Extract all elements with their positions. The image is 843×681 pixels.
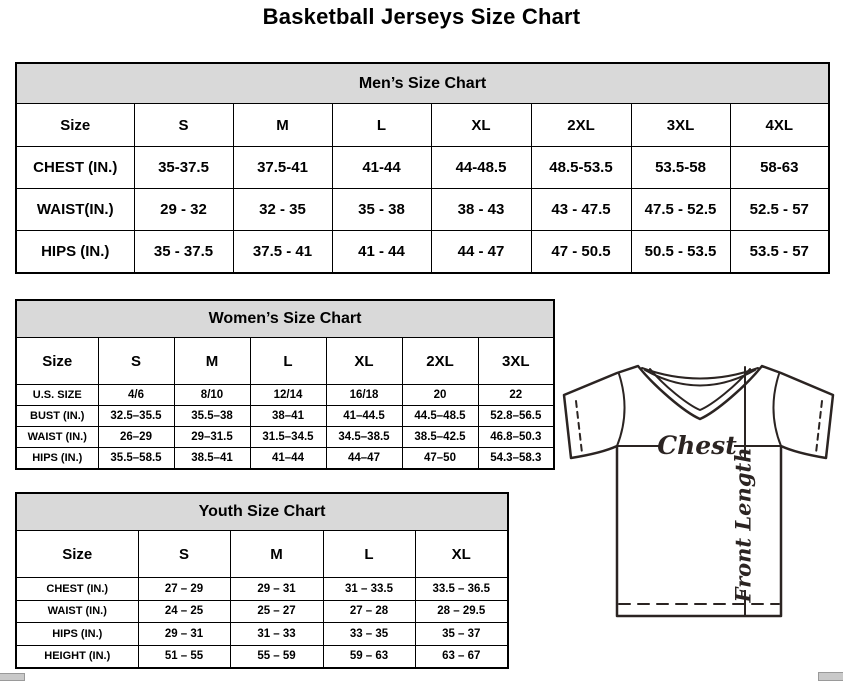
- table-cell: 33 – 35: [323, 623, 415, 646]
- table-cell: 37.5 - 41: [233, 231, 332, 274]
- womens-header-row: [16, 338, 554, 385]
- table-cell: 32.5–35.5: [98, 406, 174, 427]
- table-cell: 27 – 28: [323, 600, 415, 623]
- table-cell: 4/6: [98, 385, 174, 406]
- column-header-size: Size: [16, 104, 134, 147]
- table-cell: 12/14: [250, 385, 326, 406]
- column-header-l: L: [332, 104, 431, 147]
- table-cell: 37.5-41: [233, 147, 332, 189]
- table-cell: 47–50: [402, 448, 478, 470]
- table-cell: 63 – 67: [415, 645, 508, 668]
- column-header-l: L: [250, 338, 326, 385]
- table-cell: 28 – 29.5: [415, 600, 508, 623]
- table-cell: 44.5–48.5: [402, 406, 478, 427]
- table-cell: 41 - 44: [332, 231, 431, 274]
- table-cell: 35-37.5: [134, 147, 233, 189]
- column-header-3xl: 3XL: [478, 338, 554, 385]
- table-cell: 41-44: [332, 147, 431, 189]
- table-cell: 22: [478, 385, 554, 406]
- womens-table-title: Women’s Size Chart: [16, 300, 554, 338]
- column-header-xl: XL: [431, 104, 531, 147]
- table-cell: 24 – 25: [138, 600, 230, 623]
- column-header-m: M: [233, 104, 332, 147]
- table-cell: 47 - 50.5: [531, 231, 631, 274]
- table-cell: 59 – 63: [323, 645, 415, 668]
- chest-label: Chest: [657, 431, 737, 460]
- womens-size-chart-table: [15, 299, 555, 470]
- mens-hips-row: [16, 231, 829, 274]
- table-cell: 51 – 55: [138, 645, 230, 668]
- table-cell: 41–44.5: [326, 406, 402, 427]
- table-cell: 44–47: [326, 448, 402, 470]
- row-label: WAIST (IN.): [16, 427, 98, 448]
- sleeve-cuff-dashed-line-left: [576, 401, 582, 453]
- column-header-m: M: [230, 531, 323, 578]
- column-header-xl: XL: [326, 338, 402, 385]
- jersey-armhole-seam-right: [773, 374, 781, 446]
- row-label: HIPS (IN.): [16, 623, 138, 646]
- table-cell: 8/10: [174, 385, 250, 406]
- table-cell: 29 – 31: [230, 578, 323, 601]
- table-title-row: [16, 300, 554, 338]
- row-label: HEIGHT (IN.): [16, 645, 138, 668]
- column-header-xl: XL: [415, 531, 508, 578]
- column-header-s: S: [134, 104, 233, 147]
- column-header-2xl: 2XL: [402, 338, 478, 385]
- table-cell: 47.5 - 52.5: [631, 189, 730, 231]
- table-cell: 53.5 - 57: [730, 231, 829, 274]
- womens-bust-row: [16, 406, 554, 427]
- table-cell: 35 - 37.5: [134, 231, 233, 274]
- column-header-size: Size: [16, 338, 98, 385]
- table-cell: 38.5–42.5: [402, 427, 478, 448]
- youth-table-title: Youth Size Chart: [16, 493, 508, 531]
- table-cell: 55 – 59: [230, 645, 323, 668]
- column-header-4xl: 4XL: [730, 104, 829, 147]
- mens-header-row: [16, 104, 829, 147]
- table-cell: 35.5–58.5: [98, 448, 174, 470]
- table-cell: 54.3–58.3: [478, 448, 554, 470]
- column-header-m: M: [174, 338, 250, 385]
- table-cell: 31.5–34.5: [250, 427, 326, 448]
- column-header-s: S: [138, 531, 230, 578]
- row-label: U.S. SIZE: [16, 385, 98, 406]
- horizontal-scrollbar-thumb-right[interactable]: [818, 672, 843, 681]
- table-cell: 44-48.5: [431, 147, 531, 189]
- mens-waist-row: [16, 189, 829, 231]
- table-cell: 31 – 33.5: [323, 578, 415, 601]
- sleeve-cuff-dashed-line-right: [816, 401, 822, 453]
- womens-us-size-row: [16, 385, 554, 406]
- row-label: CHEST (IN.): [16, 578, 138, 601]
- table-cell: 46.8–50.3: [478, 427, 554, 448]
- table-cell: 41–44: [250, 448, 326, 470]
- table-cell: 20: [402, 385, 478, 406]
- column-header-s: S: [98, 338, 174, 385]
- table-cell: 53.5-58: [631, 147, 730, 189]
- youth-waist-row: [16, 600, 508, 623]
- mens-table-title: Men’s Size Chart: [16, 63, 829, 104]
- front-length-label: Front Length: [730, 447, 756, 603]
- youth-hips-row: [16, 623, 508, 646]
- table-cell: 33.5 – 36.5: [415, 578, 508, 601]
- horizontal-scrollbar-thumb-left[interactable]: [0, 673, 25, 681]
- column-header-l: L: [323, 531, 415, 578]
- youth-header-row: [16, 531, 508, 578]
- youth-height-row: [16, 645, 508, 668]
- row-label: CHEST (IN.): [16, 147, 134, 189]
- table-cell: 43 - 47.5: [531, 189, 631, 231]
- mens-size-chart-table: [15, 62, 830, 274]
- table-cell: 16/18: [326, 385, 402, 406]
- womens-hips-row: [16, 448, 554, 470]
- table-cell: 29 - 32: [134, 189, 233, 231]
- column-header-3xl: 3XL: [631, 104, 730, 147]
- column-header-size: Size: [16, 531, 138, 578]
- jersey-outline: [564, 366, 833, 616]
- youth-chest-row: [16, 578, 508, 601]
- row-label: HIPS (IN.): [16, 231, 134, 274]
- table-title-row: [16, 63, 829, 104]
- table-cell: 26–29: [98, 427, 174, 448]
- row-label: BUST (IN.): [16, 406, 98, 427]
- table-cell: 27 – 29: [138, 578, 230, 601]
- row-label: HIPS (IN.): [16, 448, 98, 470]
- table-cell: 32 - 35: [233, 189, 332, 231]
- table-cell: 38–41: [250, 406, 326, 427]
- page-title: Basketball Jerseys Size Chart: [262, 4, 581, 29]
- table-cell: 38.5–41: [174, 448, 250, 470]
- table-cell: 34.5–38.5: [326, 427, 402, 448]
- table-cell: 29 – 31: [138, 623, 230, 646]
- table-cell: 52.8–56.5: [478, 406, 554, 427]
- table-cell: 48.5-53.5: [531, 147, 631, 189]
- youth-size-chart-table: [15, 492, 509, 669]
- row-label: WAIST (IN.): [16, 600, 138, 623]
- table-title-row: [16, 493, 508, 531]
- table-cell: 29–31.5: [174, 427, 250, 448]
- table-cell: 58-63: [730, 147, 829, 189]
- jersey-armhole-seam-left: [617, 374, 625, 446]
- jersey-diagram: [553, 356, 843, 630]
- womens-waist-row: [16, 427, 554, 448]
- table-cell: 52.5 - 57: [730, 189, 829, 231]
- table-cell: 38 - 43: [431, 189, 531, 231]
- row-label: WAIST(IN.): [16, 189, 134, 231]
- table-cell: 50.5 - 53.5: [631, 231, 730, 274]
- column-header-2xl: 2XL: [531, 104, 631, 147]
- table-cell: 35 - 38: [332, 189, 431, 231]
- mens-chest-row: [16, 147, 829, 189]
- table-cell: 25 – 27: [230, 600, 323, 623]
- table-cell: 35 – 37: [415, 623, 508, 646]
- table-cell: 35.5–38: [174, 406, 250, 427]
- table-cell: 31 – 33: [230, 623, 323, 646]
- table-cell: 44 - 47: [431, 231, 531, 274]
